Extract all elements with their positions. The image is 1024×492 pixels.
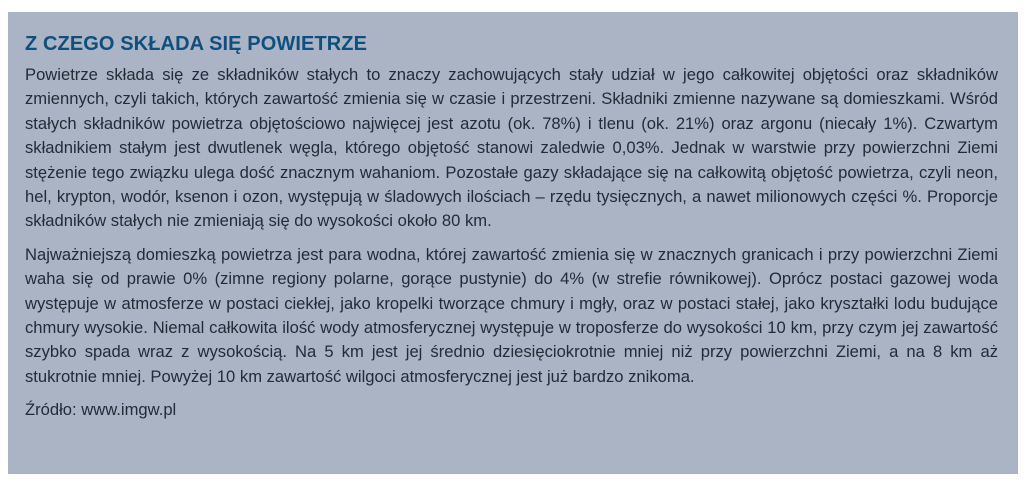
info-box	[8, 12, 1018, 474]
source-line: Źródło: www.imgw.pl	[25, 400, 177, 420]
paragraph-water-vapor: Najważniejszą domieszką powietrza jest para wodna, której zawartość zmienia się w znacznych granicach i przy powierzchni Ziemi waha się od prawie 0% (zimne regiony polarne, gorące pustynie) do 4% (w strefie równikowej). Oprócz postaci gazowej woda występuje w atmosferze w postaci ciekłej, jako kropelki tworzące chmury i mgły, oraz w postaci stałej, jako kryształki lodu budujące chmury wysokie. Niemal całkowita ilość wody atmosferycznej występuje w troposferze do wysokości 10 km, przy czym jej zawartość szybko spada wraz z wysokością. Na 5 km jest jej średnio dziesięciokrotnie mniej niż przy powierzchni Ziemi, a na 8 km aż stukrotnie mniej. Powyżej 10 km zawartość wilgoci atmosferycznej jest już bardzo znikoma.	[25, 244, 998, 386]
box-title: Z CZEGO SKŁADA SIĘ POWIETRZE	[25, 33, 368, 55]
paragraph-composition: Powietrze składa się ze składników stałych to znaczy zachowujących stały udział w jego całkowitej objętości oraz składników zmiennych, czyli takich, których zawartość zmienia się w czasie i przestrzeni. Składniki zmienne nazywane są domieszkami. Wśród stałych składników powietrza objętościowo najwięcej jest azotu (ok. 78%) i tlenu (ok. 21%) oraz argonu (niecały 1%). Czwartym składnikiem stałym jest dwutlenek węgla, którego objętość stanowi zaledwie 0,03%. Jednak w warstwie przy powierzchni Ziemi stężenie tego związku ulega dość znacznym wahaniom. Pozostałe gazy składające się na całkowitą objętość powietrza, czyli neon, hel, krypton, wodór, ksenon i ozon, występują w śladowych ilościach – rzędu tysięcznych, a nawet milionowych części %. Proporcje składników stałych nie zmieniają się do wysokości około 80 km.	[25, 65, 998, 231]
